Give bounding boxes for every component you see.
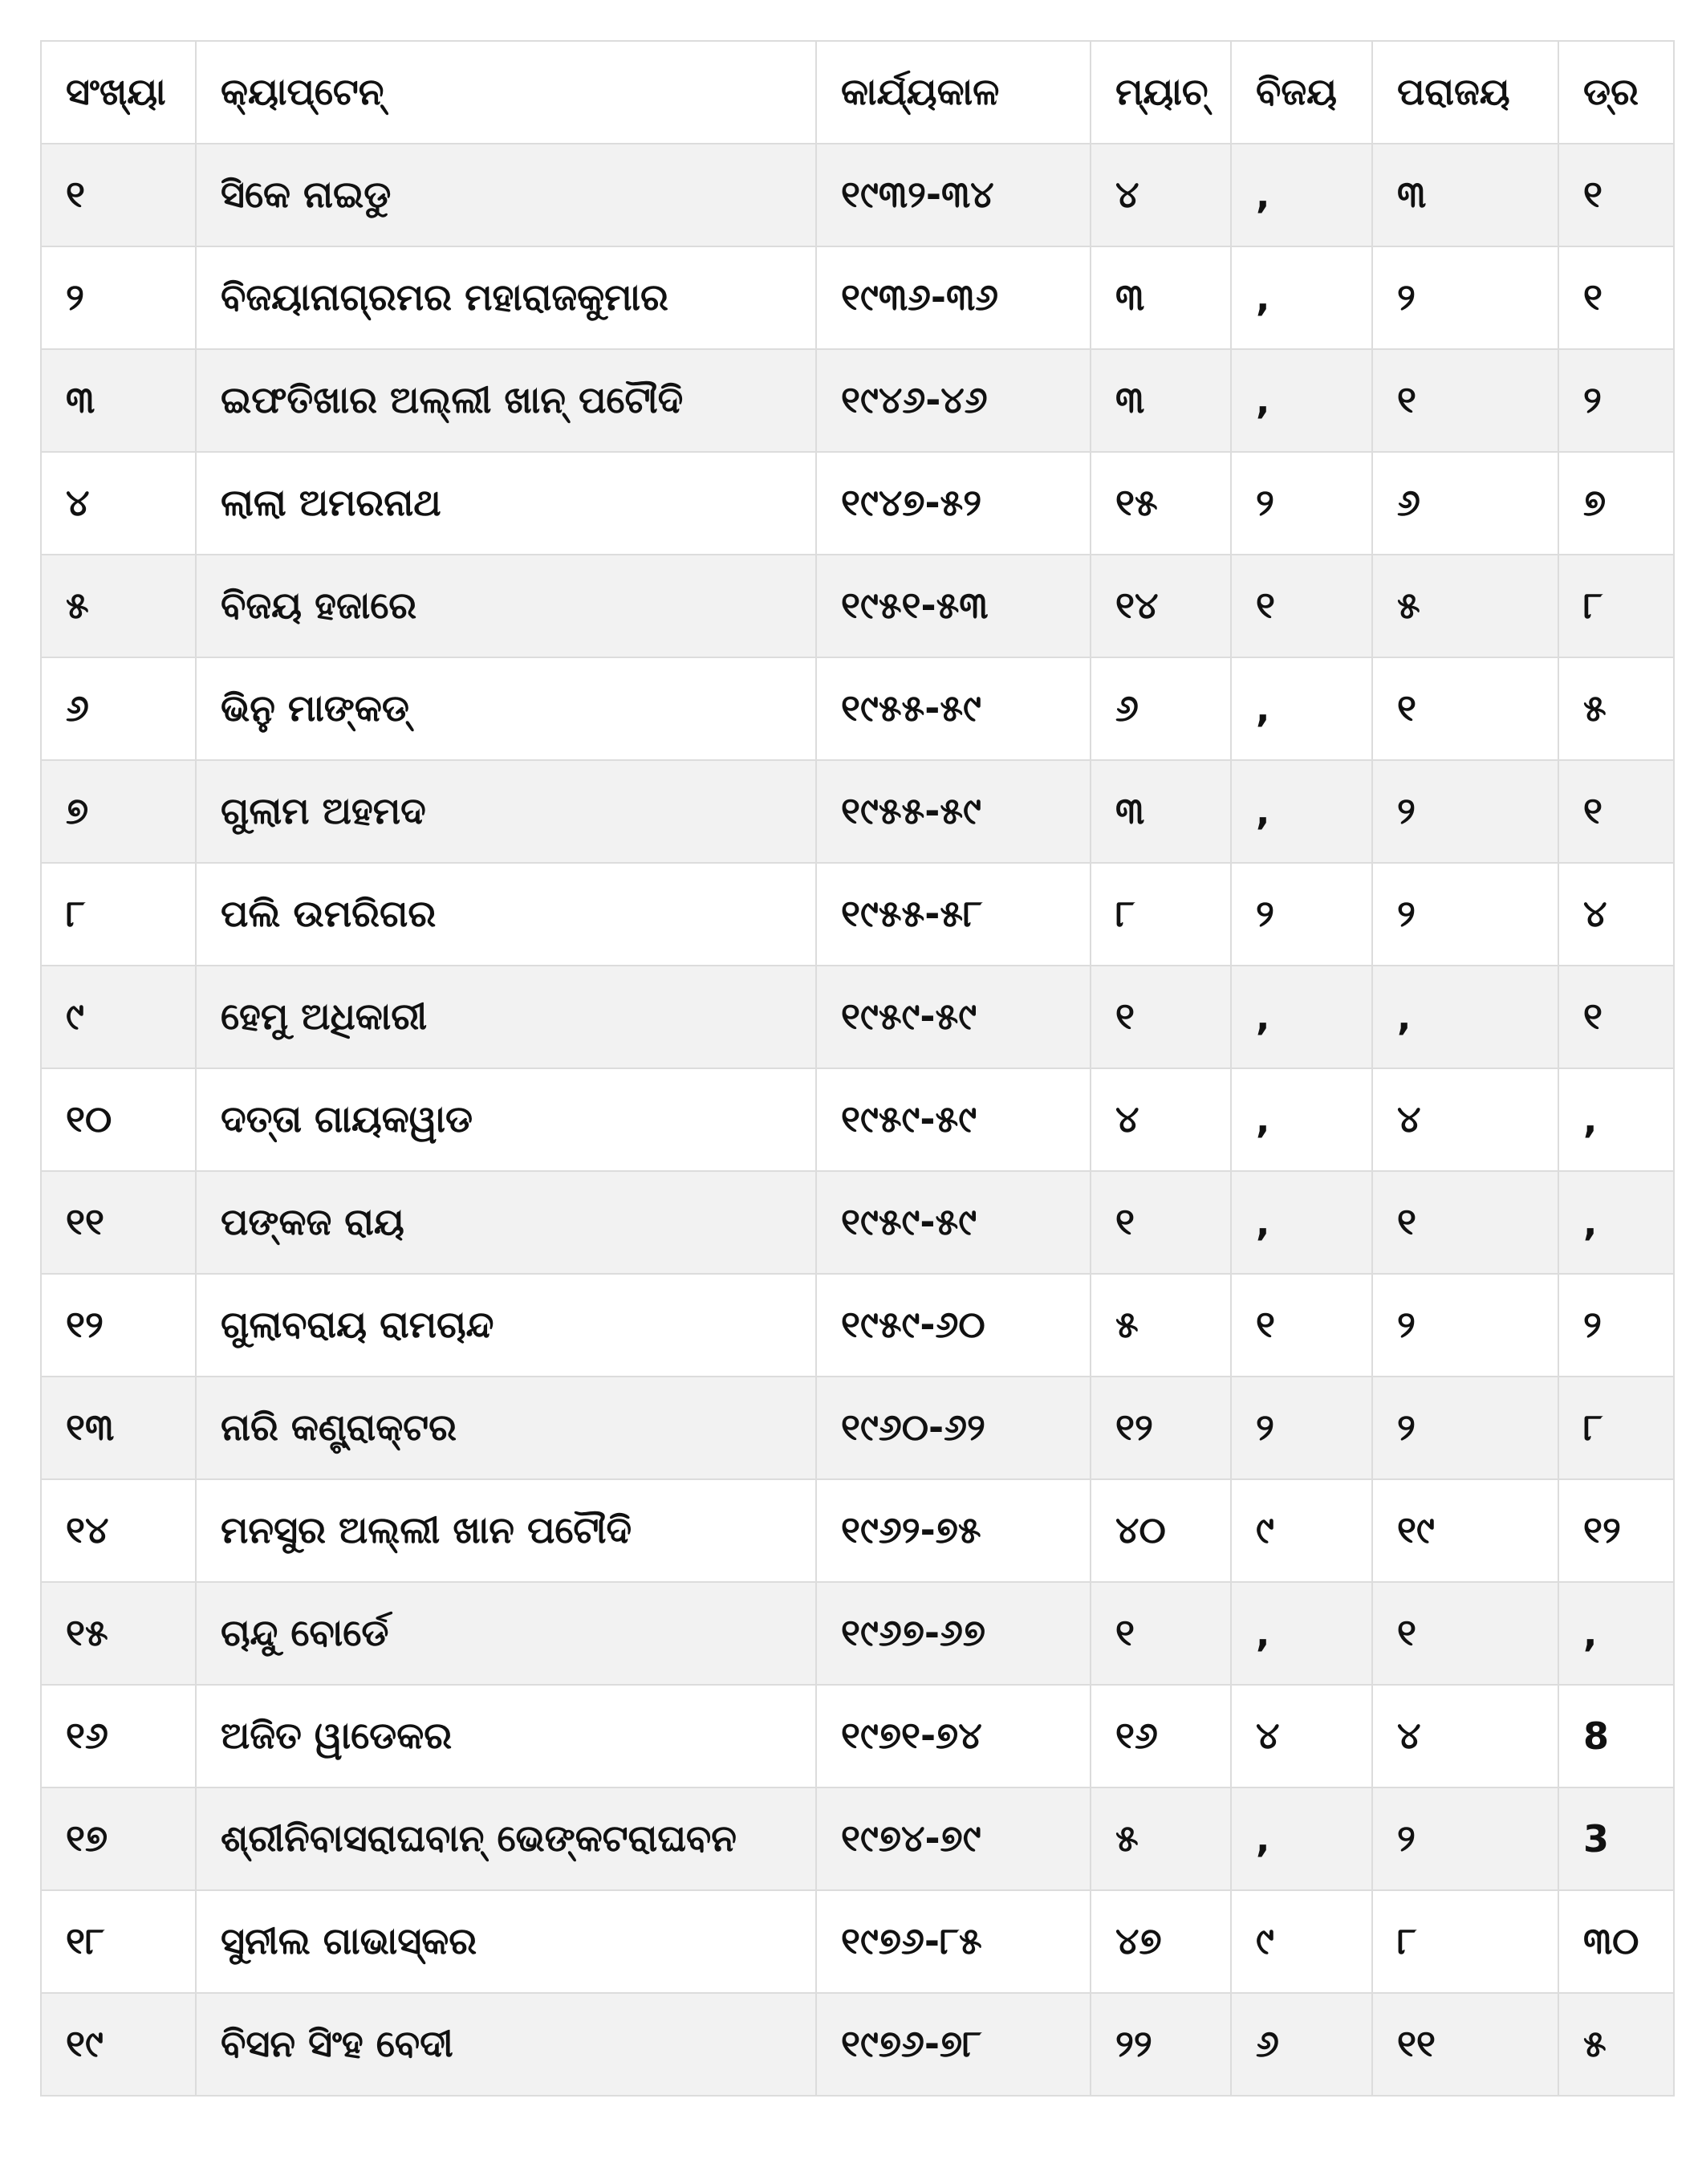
cell-tenure: ୧୯୫୫-୫୯ [816,760,1091,863]
table-row [41,1685,1674,1787]
cell-draw: ୧ [1558,966,1674,1068]
cell-lost: ୪ [1372,1068,1558,1171]
cell-lost: ୨ [1372,760,1558,863]
table-header [41,41,1674,144]
cell-tenure: ୧୯୫୫-୫୯ [816,657,1091,760]
cell-draw: ୫ [1558,1993,1674,2096]
cell-number: ୧୦ [41,1068,196,1171]
cell-won: , [1231,1582,1372,1685]
cell-tenure: ୧୯୪୭-୫୨ [816,452,1091,555]
header-lost: ପରାଜୟ [1372,41,1558,144]
cell-lost: , [1372,966,1558,1068]
cell-tenure: ୧୯୪୬-୪୬ [816,349,1091,452]
cell-number: ୧୮ [41,1890,196,1993]
cell-matches: ୪ [1091,144,1231,246]
cell-number: ୩ [41,349,196,452]
cell-lost: ୨ [1372,863,1558,966]
cell-lost: ୧ [1372,657,1558,760]
cell-won: ୯ [1231,1479,1372,1582]
cell-won: , [1231,1171,1372,1274]
cell-matches: ୧୬ [1091,1685,1231,1787]
cell-tenure: ୧୯୬୭-୬୭ [816,1582,1091,1685]
cell-matches: ୪୭ [1091,1890,1231,1993]
table-row [41,144,1674,246]
cell-tenure: ୧୯୭୬-୮୫ [816,1890,1091,1993]
cell-won: ୨ [1231,1377,1372,1479]
cell-draw: ୪ [1558,863,1674,966]
cell-matches: ୩ [1091,246,1231,349]
captains-table [40,40,1675,2097]
cell-won: , [1231,349,1372,452]
cell-tenure: ୧୯୬୦-୬୨ [816,1377,1091,1479]
table-row [41,657,1674,760]
cell-won: , [1231,1787,1372,1890]
cell-draw: ୮ [1558,555,1674,657]
cell-number: ୧ [41,144,196,246]
cell-captain: ଗୁଲାବରାୟ ରାମଚାନ୍ଦ [196,1274,816,1377]
cell-matches: ୫ [1091,1787,1231,1890]
cell-draw: , [1558,1068,1674,1171]
cell-lost: ୫ [1372,555,1558,657]
table-row [41,1068,1674,1171]
cell-number: ୧୫ [41,1582,196,1685]
cell-captain: ଲାଲା ଅମରନାଥ [196,452,816,555]
cell-captain: ଚାନ୍ଦୁ ବୋର୍ଡେ [196,1582,816,1685]
cell-number: ୭ [41,760,196,863]
cell-tenure: ୧୯୫୯-୬୦ [816,1274,1091,1377]
cell-number: ୮ [41,863,196,966]
cell-draw: ୧ [1558,246,1674,349]
cell-tenure: ୧୯୫୧-୫୩ [816,555,1091,657]
cell-won: , [1231,760,1372,863]
cell-draw: , [1558,1171,1674,1274]
cell-matches: ୪୦ [1091,1479,1231,1582]
cell-won: ୯ [1231,1890,1372,1993]
table-row [41,1479,1674,1582]
table-row [41,246,1674,349]
cell-won: ୧ [1231,1274,1372,1377]
table-row [41,349,1674,452]
cell-won: ୧ [1231,555,1372,657]
cell-draw: ୧୨ [1558,1479,1674,1582]
cell-lost: ୨ [1372,246,1558,349]
table-row [41,1171,1674,1274]
cell-tenure: ୧୯୩୬-୩୬ [816,246,1091,349]
cell-tenure: ୧୯୭୪-୭୯ [816,1787,1091,1890]
cell-draw: , [1558,1582,1674,1685]
captains-table-container [40,40,1673,2097]
cell-tenure: ୧୯୬୨-୭୫ [816,1479,1091,1582]
cell-draw: ୧ [1558,760,1674,863]
cell-won: , [1231,657,1372,760]
cell-captain: ଭିନୁ ମାଙ୍କଡ୍ [196,657,816,760]
cell-number: ୧୧ [41,1171,196,1274]
cell-tenure: ୧୯୫୯-୫୯ [816,966,1091,1068]
cell-draw: ୮ [1558,1377,1674,1479]
cell-won: ୪ [1231,1685,1372,1787]
cell-matches: ୩ [1091,349,1231,452]
table-row [41,555,1674,657]
cell-lost: ୪ [1372,1685,1558,1787]
cell-draw: ୨ [1558,349,1674,452]
cell-lost: ୩ [1372,144,1558,246]
table-row [41,1274,1674,1377]
cell-number: ୯ [41,966,196,1068]
table-row [41,452,1674,555]
cell-matches: ୧ [1091,1171,1231,1274]
cell-lost: ୧ [1372,1582,1558,1685]
cell-matches: ୧୨ [1091,1377,1231,1479]
table-row [41,1993,1674,2096]
cell-captain: ଇଫତିଖାର ଅଲ୍ଲୀ ଖାନ୍ ପଟୌଦି [196,349,816,452]
cell-captain: ମନସୁର ଅଲ୍ଲୀ ଖାନ ପଟୌଦି [196,1479,816,1582]
cell-captain: ଶ୍ରୀନିବାସରାଘବାନ୍ ଭେଙ୍କଟରାଘବନ [196,1787,816,1890]
cell-lost: ୨ [1372,1274,1558,1377]
table-row [41,1890,1674,1993]
cell-matches: ୨୨ [1091,1993,1231,2096]
header-row [41,41,1674,144]
cell-number: ୨ [41,246,196,349]
cell-won: , [1231,144,1372,246]
cell-lost: ୮ [1372,1890,1558,1993]
cell-captain: ହେମୁ ଅଧିକାରୀ [196,966,816,1068]
cell-tenure: ୧୯୫୯-୫୯ [816,1068,1091,1171]
cell-matches: ୮ [1091,863,1231,966]
cell-lost: ୧ [1372,349,1558,452]
table-row [41,760,1674,863]
cell-draw: ୧ [1558,144,1674,246]
cell-number: ୪ [41,452,196,555]
cell-draw: 8 [1558,1685,1674,1787]
cell-won: , [1231,1068,1372,1171]
cell-draw: ୨ [1558,1274,1674,1377]
cell-won: ୨ [1231,863,1372,966]
cell-won: ୬ [1231,1993,1372,2096]
header-number: ସଂଖ୍ୟା [41,41,196,144]
cell-matches: ୧ [1091,966,1231,1068]
cell-lost: ୨ [1372,1377,1558,1479]
header-draw: ଡ୍ର [1558,41,1674,144]
cell-matches: ୬ [1091,657,1231,760]
cell-captain: ସିକେ ନାଇଡୁ [196,144,816,246]
cell-captain: ବିଜୟାନାଗ୍ରମର ମହାରାଜକୁମାର [196,246,816,349]
cell-lost: ୧ [1372,1171,1558,1274]
cell-number: ୧୨ [41,1274,196,1377]
table-row [41,1377,1674,1479]
cell-tenure: ୧୯୩୨-୩୪ [816,144,1091,246]
cell-matches: ୧୫ [1091,452,1231,555]
cell-draw: ୩୦ [1558,1890,1674,1993]
cell-number: ୧୩ [41,1377,196,1479]
cell-draw: 3 [1558,1787,1674,1890]
cell-won: , [1231,966,1372,1068]
table-row [41,966,1674,1068]
cell-number: ୧୭ [41,1787,196,1890]
cell-captain: ଗୁଲାମ ଅହମଦ [196,760,816,863]
cell-lost: ୧୧ [1372,1993,1558,2096]
header-tenure: କାର୍ଯ୍ୟକାଳ [816,41,1091,144]
cell-draw: ୭ [1558,452,1674,555]
cell-won: ୨ [1231,452,1372,555]
table-row [41,863,1674,966]
cell-won: , [1231,246,1372,349]
cell-number: ୧୪ [41,1479,196,1582]
cell-matches: ୫ [1091,1274,1231,1377]
cell-number: ୧୬ [41,1685,196,1787]
cell-tenure: ୧୯୭୧-୭୪ [816,1685,1091,1787]
cell-lost: ୬ [1372,452,1558,555]
table-row [41,1582,1674,1685]
table-row [41,1787,1674,1890]
cell-captain: ସୁନୀଲ ଗାଭାସ୍କର [196,1890,816,1993]
header-won: ବିଜୟ [1231,41,1372,144]
cell-captain: ବିଜୟ ହଜାରେ [196,555,816,657]
table-body [41,144,1674,2096]
cell-matches: ୪ [1091,1068,1231,1171]
header-matches: ମ୍ୟାଚ୍ [1091,41,1231,144]
cell-tenure: ୧୯୫୫-୫୮ [816,863,1091,966]
cell-matches: ୧ [1091,1582,1231,1685]
cell-number: ୧୯ [41,1993,196,2096]
cell-captain: ଦତ୍ତା ଗାୟକୱାଡ [196,1068,816,1171]
header-captain: କ୍ୟାପ୍ଟେନ୍ [196,41,816,144]
cell-matches: ୧୪ [1091,555,1231,657]
cell-captain: ବିସନ ସିଂହ ବେଦୀ [196,1993,816,2096]
cell-lost: ୨ [1372,1787,1558,1890]
cell-draw: ୫ [1558,657,1674,760]
cell-number: ୬ [41,657,196,760]
cell-tenure: ୧୯୫୯-୫୯ [816,1171,1091,1274]
cell-matches: ୩ [1091,760,1231,863]
cell-tenure: ୧୯୭୬-୭୮ [816,1993,1091,2096]
cell-number: ୫ [41,555,196,657]
cell-captain: ପଲି ଉମରିଗର [196,863,816,966]
cell-lost: ୧୯ [1372,1479,1558,1582]
cell-captain: ଅଜିତ ୱାଡେକର [196,1685,816,1787]
cell-captain: ନାରି କଣ୍ଟ୍ରାକ୍ଟର [196,1377,816,1479]
cell-captain: ପଙ୍କଜ ରାୟ [196,1171,816,1274]
